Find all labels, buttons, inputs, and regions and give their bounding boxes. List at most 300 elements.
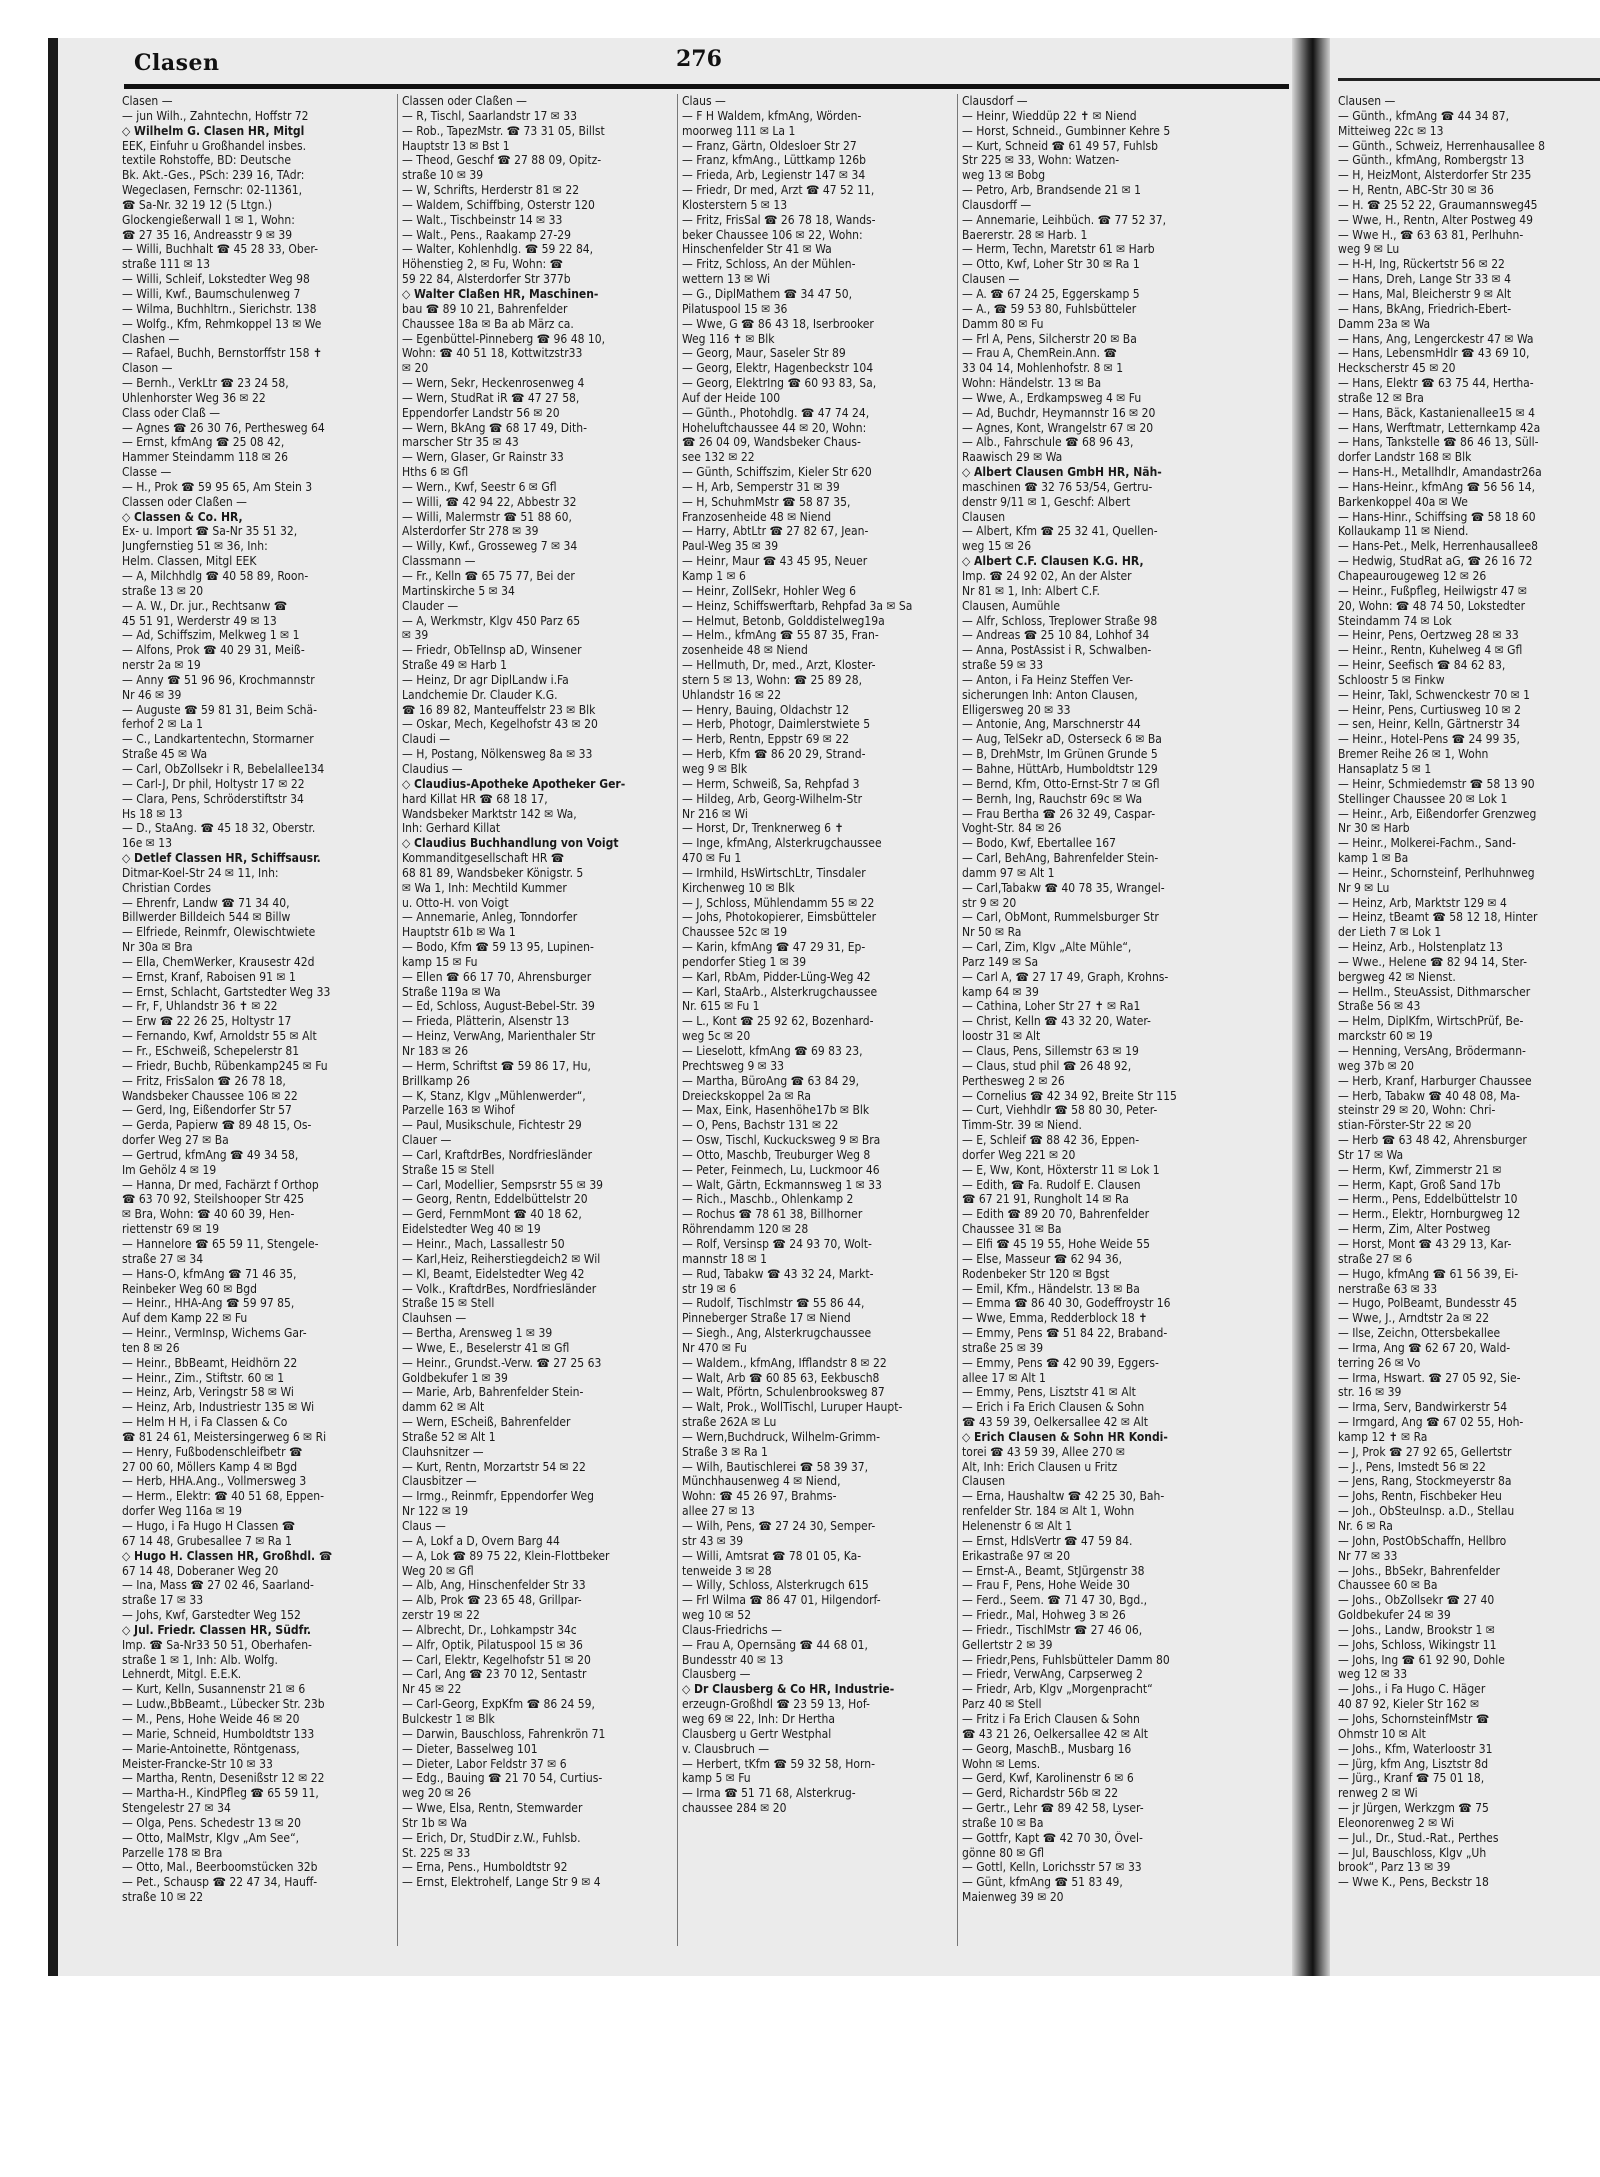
directory-entry: — Herb, Tabakw ☎ 40 48 08, Ma- bbox=[1338, 1088, 1520, 1103]
directory-entry: weg 15 ✉ 26 bbox=[962, 539, 1032, 554]
directory-entry: — Theod, Geschf ☎ 27 88 09, Opitz- bbox=[402, 153, 602, 168]
directory-entry: — Kurt, Schneid ☎ 61 49 57, Fuhlsb bbox=[962, 138, 1158, 153]
directory-entry: Franzosenheide 48 ✉ Niend bbox=[682, 509, 832, 524]
directory-entry: — Bodo, Kfm ☎ 59 13 95, Lupinen- bbox=[402, 940, 594, 955]
directory-entry: Im Gehölz 4 ✉ 19 bbox=[122, 1162, 217, 1177]
directory-entry: — Anton, i Fa Heinz Steffen Ver- bbox=[962, 672, 1134, 687]
directory-entry: — Willi, ☎ 42 94 22, Abbestr 32 bbox=[402, 494, 577, 509]
directory-entry: — Hugo, PolBeamt, Bundesstr 45 bbox=[1338, 1296, 1518, 1311]
directory-entry: — Elfriede, Reinmfr, Olewischtwiete bbox=[122, 925, 316, 940]
directory-entry: str. 16 ✉ 39 bbox=[1338, 1385, 1402, 1400]
directory-entry: — Wwe, H., Rentn, Alter Postweg 49 bbox=[1338, 212, 1533, 227]
directory-entry: Paul-Weg 35 ✉ 39 bbox=[682, 539, 779, 554]
directory-entry: — A, Milchhdlg ☎ 40 58 89, Roon- bbox=[122, 569, 309, 583]
directory-entry: Clausen bbox=[962, 509, 1006, 524]
directory-entry: — Karl, RbAm, Pidder-Lüng-Weg 42 bbox=[682, 969, 871, 984]
directory-entry: Nr 216 ✉ Wi bbox=[682, 806, 748, 821]
directory-entry: 27 00 60, Möllers Kamp 4 ✉ Bgd bbox=[122, 1459, 298, 1474]
directory-entry: str 9 ✉ 20 bbox=[962, 895, 1017, 910]
directory-entry: Clausen — bbox=[962, 272, 1020, 287]
directory-entry: — Hans, Ang, Lengerckestr 47 ✉ Wa bbox=[1338, 331, 1534, 346]
directory-entry: Landchemie Dr. Clauder K.G. bbox=[402, 687, 558, 702]
directory-entry: — Georg, Elektr, Hagenbeckstr 104 bbox=[682, 361, 874, 376]
directory-entry: — Walt, Gärtn, Eckmannsweg 1 ✉ 33 bbox=[682, 1177, 882, 1192]
directory-entry: Straße 49 ✉ Harb 1 bbox=[402, 658, 507, 673]
directory-entry: Straße 119a ✉ Wa bbox=[402, 984, 501, 999]
directory-entry: Wohn: ☎ 40 51 18, Kottwitzstr33 bbox=[402, 346, 583, 361]
directory-entry: Dreieckskoppel 2a ✉ Ra bbox=[682, 1088, 812, 1103]
directory-entry: Hinschenfelder Str 41 ✉ Wa bbox=[682, 242, 832, 257]
directory-entry: — E, Schleif ☎ 88 42 36, Eppen- bbox=[962, 1133, 1140, 1148]
directory-entry: Straße 45 ✉ Wa bbox=[122, 747, 208, 762]
directory-entry: — Wwe H., ☎ 63 63 81, Perlhuhn- bbox=[1338, 227, 1524, 242]
directory-entry: — Herb, Kranf, Harburger Chaussee bbox=[1338, 1073, 1532, 1088]
directory-entry: 20, Wohn: ☎ 48 74 50, Lokstedter bbox=[1338, 598, 1526, 613]
directory-entry: — Albert, Kfm ☎ 25 32 41, Quellen- bbox=[962, 524, 1158, 539]
directory-entry: — Wwe, J., Arndtstr 2a ✉ 22 bbox=[1338, 1311, 1490, 1326]
directory-entry: weg 9 ✉ Lu bbox=[1338, 242, 1400, 257]
directory-entry: — Gerd, Richardstr 56b ✉ 22 bbox=[962, 1786, 1119, 1801]
directory-entry: — Gerda, Papierw ☎ 89 48 15, Os- bbox=[122, 1118, 312, 1133]
directory-entry: — Heinz, Arb, Marktstr 129 ✉ 4 bbox=[1338, 895, 1507, 910]
directory-entry: — Günth., kfmAng, Rombergstr 13 bbox=[1338, 153, 1525, 168]
directory-entry: Helm. Classen, Mitgl EEK bbox=[122, 554, 257, 569]
directory-entry: — Georg, MaschB., Musbarg 16 bbox=[962, 1741, 1132, 1756]
directory-entry: — Oskar, Mech, Kegelhofstr 43 ✉ 20 bbox=[402, 717, 598, 732]
directory-entry: — Heinr., BbBeamt, Heidhörn 22 bbox=[122, 1355, 298, 1370]
directory-entry: — Wern, StudRat iR ☎ 47 27 58, bbox=[402, 390, 580, 405]
directory-entry: — Walt., Tischbeinstr 14 ✉ 33 bbox=[402, 212, 563, 227]
directory-entry: Nr 30 ✉ Harb bbox=[1338, 821, 1410, 836]
directory-entry: Wohn: ☎ 45 26 97, Brahms- bbox=[682, 1489, 837, 1504]
directory-entry: loostr 31 ✉ Alt bbox=[962, 1029, 1041, 1044]
directory-entry: — B, DrehMstr, Im Grünen Grunde 5 bbox=[962, 747, 1158, 762]
directory-entry: Hansaplatz 5 ✉ 1 bbox=[1338, 761, 1432, 776]
directory-entry: Wandsbeker Marktstr 142 ✉ Wa, bbox=[402, 806, 577, 821]
directory-entry: — Bernd, Kfm, Otto-Ernst-Str 7 ✉ Gfl bbox=[962, 776, 1160, 791]
directory-entry: — Heinz, Arb., Holstenplatz 13 bbox=[1338, 940, 1503, 955]
directory-entry: — Ad, Schiffszim, Melkweg 1 ✉ 1 bbox=[122, 628, 300, 643]
directory-entry: str 43 ✉ 39 bbox=[682, 1533, 744, 1548]
directory-entry: Str 17 ✉ Wa bbox=[1338, 1147, 1404, 1162]
directory-entry: der Lieth 7 ✉ Lok 1 bbox=[1338, 925, 1442, 940]
directory-entry: — Jul., Dr., Stud.-Rat., Perthes bbox=[1338, 1830, 1499, 1845]
directory-entry: — Heinr, Seefisch ☎ 84 62 83, bbox=[1338, 658, 1506, 673]
directory-entry: — Bertha, Arensweg 1 ✉ 39 bbox=[402, 1326, 553, 1341]
directory-entry: — Aug, TelSekr aD, Osterseck 6 ✉ Ba bbox=[962, 732, 1162, 747]
directory-entry: — Johs, Schloss, Wikingstr 11 bbox=[1338, 1637, 1497, 1652]
directory-entry: moorweg 111 ✉ La 1 bbox=[682, 123, 796, 138]
directory-entry: — Friedr, Dr med, Arzt ☎ 47 52 11, bbox=[682, 183, 875, 198]
directory-entry: — Harry, AbtLtr ☎ 27 82 67, Jean- bbox=[682, 524, 869, 539]
directory-entry: dorfer Weg 221 ✉ 20 bbox=[962, 1147, 1076, 1162]
directory-entry: — Marie-Antoinette, Röntgenass, bbox=[122, 1741, 300, 1756]
directory-entry: — Friedr., TischlMstr ☎ 27 46 06, bbox=[962, 1622, 1143, 1637]
directory-entry: Classe — bbox=[122, 465, 172, 480]
directory-entry: — Marie, Arb, Bahrenfelder Stein- bbox=[402, 1385, 584, 1400]
directory-entry: Helenenstr 6 ✉ Alt 1 bbox=[962, 1519, 1073, 1533]
directory-entry: — Franz, Gärtn, Oldesloer Str 27 bbox=[682, 138, 857, 153]
directory-entry: — Walt, Pförtn, Schulenbrooksweg 87 bbox=[682, 1385, 885, 1400]
directory-entry: — Agnes, Kont, Wrangelstr 67 ✉ 20 bbox=[962, 420, 1154, 435]
directory-entry: — Frl Wilma ☎ 86 47 01, Hilgendorf- bbox=[682, 1593, 881, 1608]
directory-entry: pendorfer Stieg 1 ✉ 39 bbox=[682, 954, 807, 969]
directory-entry: brook“, Parz 13 ✉ 39 bbox=[1338, 1860, 1451, 1875]
directory-entry: Billwerder Billdeich 544 ✉ Billw bbox=[122, 910, 291, 925]
directory-entry: — Frau F, Pens, Hohe Weide 30 bbox=[962, 1578, 1130, 1593]
directory-entry: — L., Kont ☎ 25 92 62, Bozenhard- bbox=[682, 1014, 874, 1029]
directory-entry: — Erna, Pens., Humboldtstr 92 bbox=[402, 1860, 568, 1875]
directory-entry: Claus — bbox=[682, 94, 726, 108]
directory-entry: Hauptstr 61b ✉ Wa 1 bbox=[402, 925, 516, 940]
directory-entry: — Herm., Pens, Eddelbüttelstr 10 bbox=[1338, 1192, 1518, 1207]
directory-entry: — Johs., BbSekr, Bahrenfelder bbox=[1338, 1563, 1500, 1578]
directory-entry: — Carl, ObZollsekr i R, Bebelallee134 bbox=[122, 761, 325, 776]
directory-entry: — Anny ☎ 51 96 96, Krochmannstr bbox=[122, 672, 315, 687]
directory-entry: — Irmgard, Ang ☎ 67 02 55, Hoh- bbox=[1338, 1415, 1524, 1430]
directory-entry: Christian Cordes bbox=[122, 880, 212, 895]
directory-entry: Class oder Claß — bbox=[122, 405, 220, 420]
directory-entry: straße 12 ✉ Bra bbox=[1338, 390, 1424, 405]
directory-entry: ◇ Wilhelm G. Clasen HR, Mitgl bbox=[122, 123, 305, 138]
directory-entry: — Clara, Pens, Schröderstiftstr 34 bbox=[122, 791, 304, 806]
directory-entry: nerstraße 63 ✉ 33 bbox=[1338, 1281, 1438, 1296]
directory-entry: ✉ 39 bbox=[402, 628, 429, 643]
directory-entry: terring 26 ✉ Vo bbox=[1338, 1355, 1421, 1370]
directory-entry: — Frau A, ChemRein.Ann. ☎ bbox=[962, 346, 1117, 361]
directory-entry: Nr 77 ✉ 33 bbox=[1338, 1548, 1398, 1563]
directory-entry: — Wern,Buchdruck, Wilhelm-Grimm- bbox=[682, 1429, 881, 1444]
directory-entry: Ditmar-Koel-Str 24 ✉ 11, Inh: bbox=[122, 865, 279, 880]
directory-entry: — Emmy, Pens ☎ 42 90 39, Eggers- bbox=[962, 1355, 1159, 1370]
directory-entry: — Irma, Serv, Bandwirkerstr 54 bbox=[1338, 1400, 1508, 1415]
directory-column-3 bbox=[682, 94, 954, 1946]
directory-entry: — Horst, Schneid., Gumbinner Kehre 5 bbox=[962, 123, 1171, 138]
directory-entry: — Dieter, Basselweg 101 bbox=[402, 1741, 538, 1756]
directory-entry: — Helm H H, i Fa Classen & Co bbox=[122, 1415, 288, 1430]
directory-entry: — Hans-O, kfmAng ☎ 71 46 35, bbox=[122, 1266, 297, 1281]
directory-entry: — Heinr., Grundst.-Verw. ☎ 27 25 63 bbox=[402, 1355, 602, 1370]
directory-entry: Münchhausenweg 4 ✉ Niend, bbox=[682, 1474, 841, 1489]
directory-entry: Claudius — bbox=[402, 761, 463, 776]
directory-entry: — Ernst, HdlsVertr ☎ 47 59 84. bbox=[962, 1533, 1133, 1548]
directory-entry: — Carl, BehAng, Bahrenfelder Stein- bbox=[962, 851, 1159, 866]
directory-entry: — Ludw.,BbBeamt., Lübecker Str. 23b bbox=[122, 1697, 325, 1712]
directory-entry: Str 1b ✉ Wa bbox=[402, 1815, 468, 1830]
directory-entry: — Fr., Kelln ☎ 65 75 77, Bei der bbox=[402, 569, 575, 583]
directory-entry: — Martha-H., KindPfleg ☎ 65 59 11, bbox=[122, 1786, 319, 1801]
directory-entry: — Osw, Tischl, Kuckucksweg 9 ✉ Bra bbox=[682, 1133, 881, 1148]
directory-entry: Imp. ☎ Sa-Nr33 50 51, Oberhafen- bbox=[122, 1637, 312, 1652]
directory-entry: dorfer Weg 116a ✉ 19 bbox=[122, 1504, 242, 1519]
directory-entry: straße 13 ✉ 20 bbox=[122, 583, 204, 598]
directory-entry: nerstr 2a ✉ 19 bbox=[122, 658, 201, 673]
directory-entry: — Gerd, FernmMont ☎ 40 18 62, bbox=[402, 1207, 582, 1222]
directory-entry: Nr 9 ✉ Lu bbox=[1338, 880, 1390, 895]
directory-entry: weg 13 ✉ Bobg bbox=[962, 168, 1046, 183]
directory-entry: ◇ Detlef Classen HR, Schiffsausr. bbox=[122, 851, 321, 866]
directory-entry: ☎ 16 89 82, Manteuffelstr 23 ✉ Blk bbox=[402, 702, 596, 717]
directory-entry: — Hans-Pet., Melk, Herrenhausallee8 bbox=[1338, 539, 1538, 554]
directory-entry: — Gerd, Ing, Eißendorfer Str 57 bbox=[122, 1103, 292, 1118]
directory-entry: Timm-Str. 39 ✉ Niend. bbox=[962, 1118, 1082, 1133]
directory-entry: — Bernh, Ing, Rauchstr 69c ✉ Wa bbox=[962, 791, 1143, 806]
directory-entry: Auf der Heide 100 bbox=[682, 390, 781, 405]
directory-entry: — Max, Eink, Hasenhöhe17b ✉ Blk bbox=[682, 1103, 870, 1118]
directory-entry: Auf dem Kamp 22 ✉ Fu bbox=[122, 1311, 248, 1326]
directory-entry: — jr Jürgen, Werkzgm ☎ 75 bbox=[1338, 1801, 1489, 1816]
directory-entry: — Emmy, Pens ☎ 51 84 22, Braband- bbox=[962, 1326, 1168, 1341]
directory-entry: — Alb, Ang, Hinschenfelder Str 33 bbox=[402, 1578, 586, 1593]
directory-entry: — Hans, BkAng, Friedrich-Ebert- bbox=[1338, 301, 1512, 316]
directory-entry: — Antonie, Ang, Marschnerstr 44 bbox=[962, 717, 1141, 732]
directory-entry: Clausen — bbox=[1338, 94, 1396, 108]
directory-entry: — Rich., Maschb., Ohlenkamp 2 bbox=[682, 1192, 854, 1207]
next-page-top-rule bbox=[1338, 78, 1600, 81]
directory-entry: — Carl, Zim, Klgv „Alte Mühle“, bbox=[962, 940, 1132, 955]
directory-entry: — E, Ww, Kont, Höxterstr 11 ✉ Lok 1 bbox=[962, 1162, 1160, 1177]
directory-entry: ☎ 43 21 26, Oelkersallee 42 ✉ Alt bbox=[962, 1726, 1149, 1741]
directory-entry: — Irmg., Reinmfr, Eppendorfer Weg bbox=[402, 1489, 595, 1504]
directory-entry: — J., Pens, Imstedt 56 ✉ 22 bbox=[1338, 1459, 1486, 1474]
directory-entry: mannstr 18 ✉ 1 bbox=[682, 1251, 768, 1266]
scan-edge bbox=[48, 38, 58, 1976]
directory-entry: — Kl, Beamt, Eidelstedter Weg 42 bbox=[402, 1266, 585, 1281]
directory-entry: — Hildeg, Arb, Georg-Wilhelm-Str bbox=[682, 791, 863, 806]
directory-entry: — Bernh., VerkLtr ☎ 23 24 58, bbox=[122, 376, 289, 391]
directory-entry: — Ernst, Schlacht, Gartstedter Weg 33 bbox=[122, 984, 331, 999]
directory-entry: — M., Pens, Hohe Weide 46 ✉ 20 bbox=[122, 1711, 300, 1726]
directory-entry: Clausbitzer — bbox=[402, 1474, 477, 1489]
directory-entry: — Gertrud, kfmAng ☎ 49 34 58, bbox=[122, 1147, 299, 1162]
directory-entry: — Heinz, Schiffswerftarb, Rehpfad 3a ✉ Sa bbox=[682, 598, 913, 613]
directory-entry: — sen, Heinr, Kelln, Gärtnerstr 34 bbox=[1338, 717, 1520, 732]
directory-entry: Claudi — bbox=[402, 732, 451, 747]
column-divider bbox=[957, 94, 958, 1946]
directory-entry: — Edith ☎ 89 20 70, Bahrenfelder bbox=[962, 1207, 1150, 1222]
directory-entry: ◇ Jul. Friedr. Classen HR, Südfr. bbox=[122, 1622, 312, 1637]
directory-entry: — Martha, Rentn, Desenißstr 12 ✉ 22 bbox=[122, 1771, 325, 1786]
directory-entry: zerstr 19 ✉ 22 bbox=[402, 1608, 480, 1623]
directory-entry: torei ☎ 43 59 39, Allee 270 ✉ bbox=[962, 1444, 1126, 1459]
directory-entry: — Joh., ObSteuInsp. a.D., Stellau bbox=[1338, 1504, 1515, 1519]
directory-entry: — Ernst, Kranf, Raboisen 91 ✉ 1 bbox=[122, 969, 296, 984]
directory-entry: — Herbert, tKfm ☎ 59 32 58, Horn- bbox=[682, 1756, 875, 1771]
directory-entry: — Otto, Maschb, Treuburger Weg 8 bbox=[682, 1147, 871, 1162]
directory-entry: — Hans-Heinr., kfmAng ☎ 56 56 14, bbox=[1338, 479, 1535, 494]
directory-entry: — Heinr., Rentn, Kuhelweg 4 ✉ Gfl bbox=[1338, 643, 1523, 658]
directory-entry: — Rud, Tabakw ☎ 43 32 24, Markt- bbox=[682, 1266, 874, 1281]
directory-entry: — Herb, Photogr, Daimlerstwiete 5 bbox=[682, 717, 871, 732]
directory-entry: — Paul, Musikschule, Fichtestr 29 bbox=[402, 1118, 582, 1133]
directory-entry: Heckscherstr 45 ✉ 20 bbox=[1338, 361, 1456, 376]
directory-entry: — J, Schloss, Mühlendamm 55 ✉ 22 bbox=[682, 895, 875, 910]
directory-entry: — Heinz, tBeamt ☎ 58 12 18, Hinter bbox=[1338, 910, 1538, 925]
directory-entry: Chaussee 52c ✉ 19 bbox=[682, 925, 788, 940]
directory-entry: Damm 80 ✉ Fu bbox=[962, 316, 1044, 331]
directory-entry: Clausberg — bbox=[682, 1667, 751, 1682]
directory-entry: bergweg 42 ✉ Nienst. bbox=[1338, 969, 1456, 984]
directory-entry: Pilatuspool 15 ✉ 36 bbox=[682, 301, 788, 316]
directory-entry: — Irma, Ang ☎ 62 67 20, Wald- bbox=[1338, 1340, 1511, 1355]
directory-entry: — Frau Bertha ☎ 26 32 49, Caspar- bbox=[962, 806, 1156, 821]
directory-entry: maschinen ☎ 32 76 53/54, Gertru- bbox=[962, 479, 1153, 494]
directory-entry: textile Rohstoffe, BD: Deutsche bbox=[122, 153, 292, 168]
directory-entry: — Wwe, Elsa, Rentn, Stemwarder bbox=[402, 1801, 583, 1816]
directory-entry: — Herm, Schriftst ☎ 59 86 17, Hu, bbox=[402, 1058, 591, 1073]
directory-entry: — Gertr., Lehr ☎ 89 42 58, Lyser- bbox=[962, 1801, 1144, 1816]
directory-entry: — Horst, Mont ☎ 43 29 13, Kar- bbox=[1338, 1236, 1512, 1251]
directory-entry: — Albrecht, Dr., Lohkampstr 34c bbox=[402, 1622, 577, 1637]
directory-entry: — Wern, Sekr, Heckenrosenweg 4 bbox=[402, 376, 585, 391]
directory-entry: chaussee 284 ✉ 20 bbox=[682, 1801, 787, 1816]
directory-entry: — C., Landkartentechn, Stormarner bbox=[122, 732, 314, 747]
directory-entry: Weg 116 ✝ ✉ Blk bbox=[682, 331, 775, 346]
directory-entry: — A. W., Dr. jur., Rechtsanw ☎ bbox=[122, 598, 288, 613]
directory-entry: Klosterstern 5 ✉ 13 bbox=[682, 197, 788, 212]
directory-entry: weg 12 ✉ 33 bbox=[1338, 1667, 1408, 1682]
directory-entry: Alt, Inh: Erich Clausen u Fritz bbox=[962, 1459, 1118, 1474]
directory-entry: — H, HeizMont, Alsterdorfer Str 235 bbox=[1338, 168, 1532, 183]
directory-entry: — Bahne, HüttArb, Humboldtstr 129 bbox=[962, 761, 1158, 776]
directory-entry: — Rochus ☎ 78 61 38, Billhorner bbox=[682, 1207, 863, 1222]
directory-entry: ✉ Wa 1, Inh: Mechtild Kummer bbox=[402, 880, 567, 895]
directory-entry: Eidelstedter Weg 40 ✉ 19 bbox=[402, 1222, 541, 1237]
directory-entry: Steindamm 74 ✉ Lok bbox=[1338, 613, 1452, 628]
directory-entry: weg 9 ✉ Blk bbox=[682, 761, 748, 776]
directory-entry: — Inge, kfmAng, Alsterkrugchaussee bbox=[682, 836, 882, 851]
directory-entry: — H., Prok ☎ 59 95 65, Am Stein 3 bbox=[122, 479, 313, 494]
directory-entry: ☎ 26 04 09, Wandsbeker Chaus- bbox=[682, 435, 861, 450]
directory-entry: — Waldem, Schiffbing, Osterstr 120 bbox=[402, 197, 595, 212]
directory-entry: Parz 149 ✉ Sa bbox=[962, 954, 1039, 969]
directory-entry: — Johs, SchornsteinfMstr ☎ bbox=[1338, 1711, 1490, 1726]
directory-entry: Parzelle 178 ✉ Bra bbox=[122, 1845, 223, 1860]
directory-entry: — Johs., Landw, Brookstr 1 ✉ bbox=[1338, 1622, 1495, 1637]
directory-entry: — Erich, Dr, StudDir z.W., Fuhlsb. bbox=[402, 1830, 581, 1845]
directory-entry: tenweide 3 ✉ 28 bbox=[682, 1563, 772, 1578]
directory-entry: renfelder Str. 184 ✉ Alt 1, Wohn bbox=[962, 1504, 1135, 1519]
directory-entry: — Georg, ElektrIng ☎ 60 93 83, Sa, bbox=[682, 376, 877, 391]
directory-entry: Meister-Francke-Str 10 ✉ 33 bbox=[122, 1756, 273, 1771]
directory-entry: — Heinz, Arb, Industriestr 135 ✉ Wi bbox=[122, 1400, 315, 1415]
directory-entry: Eleonorenweg 2 ✉ Wi bbox=[1338, 1815, 1455, 1830]
directory-entry: Röhrendamm 120 ✉ 28 bbox=[682, 1222, 809, 1237]
directory-entry: — Fr, F, Uhlandstr 36 ✝ ✉ 22 bbox=[122, 999, 278, 1014]
directory-entry: Elligersweg 20 ✉ 33 bbox=[962, 702, 1071, 717]
directory-entry: — Ernst-A., Beamt, StJürgenstr 38 bbox=[962, 1563, 1145, 1578]
directory-entry: — Curt, Viehhdlr ☎ 58 80 30, Peter- bbox=[962, 1103, 1158, 1118]
directory-entry: — O, Pens, Bachstr 131 ✉ 22 bbox=[682, 1118, 839, 1133]
directory-entry: — Ernst, Elektrohelf, Lange Str 9 ✉ 4 bbox=[402, 1875, 601, 1890]
directory-entry: — Heinr, Takl, Schwenckestr 70 ✉ 1 bbox=[1338, 687, 1531, 702]
directory-entry: stern 5 ✉ 13, Wohn: ☎ 25 89 28, bbox=[682, 672, 863, 687]
directory-entry: Str 225 ✉ 33, Wohn: Watzen- bbox=[962, 153, 1120, 168]
directory-entry: straße 17 ✉ 33 bbox=[122, 1593, 204, 1608]
directory-entry: ☎ Sa-Nr. 32 19 12 (5 Ltgn.) bbox=[122, 197, 273, 212]
directory-entry: straße 25 ✉ 39 bbox=[962, 1340, 1044, 1355]
directory-entry: Wandsbeker Chaussee 106 ✉ 22 bbox=[122, 1088, 298, 1103]
directory-entry: Mitteiweg 22c ✉ 13 bbox=[1338, 123, 1444, 138]
directory-entry: — Wwe, Emma, Redderblock 18 ✝ bbox=[962, 1311, 1148, 1326]
directory-entry: — Hans-Hinr., Schiffsing ☎ 58 18 60 bbox=[1338, 509, 1536, 524]
directory-entry: — Agnes ☎ 26 30 76, Perthesweg 64 bbox=[122, 420, 325, 435]
directory-entry: — Carl, Ang ☎ 23 70 12, Sentastr bbox=[402, 1667, 587, 1682]
directory-entry: — Franz, kfmAng., Lüttkamp 126b bbox=[682, 153, 866, 168]
directory-entry: — Friedr,Pens, Fuhlsbütteler Damm 80 bbox=[962, 1652, 1170, 1667]
directory-entry: Kollaukamp 11 ✉ Niend. bbox=[1338, 524, 1469, 539]
directory-entry: — Kurt, Rentn, Morzartstr 54 ✉ 22 bbox=[402, 1459, 586, 1474]
directory-entry: — Erw ☎ 22 26 25, Holtystr 17 bbox=[122, 1014, 292, 1029]
directory-entry: — Alb., Fahrschule ☎ 68 96 43, bbox=[962, 435, 1134, 450]
directory-entry: — K, Stanz, Klgv „Mühlenwerder“, bbox=[402, 1088, 586, 1103]
directory-entry: Clauhsen — bbox=[402, 1311, 467, 1326]
directory-entry: gönne 80 ✉ Gfl bbox=[962, 1845, 1045, 1860]
directory-entry: — Ellen ☎ 66 17 70, Ahrensburger bbox=[402, 969, 592, 984]
directory-entry: zosenheide 48 ✉ Niend bbox=[682, 643, 808, 658]
directory-entry: — Claus, stud phil ☎ 26 48 92, bbox=[962, 1058, 1132, 1073]
directory-entry: straße 10 ✉ 22 bbox=[122, 1890, 204, 1905]
directory-entry: — Willi, Kwf., Baumschulenweg 7 bbox=[122, 286, 301, 301]
directory-entry: ◇ Albert Clausen GmbH HR, Näh- bbox=[962, 465, 1162, 480]
directory-entry: — Willi, Malermstr ☎ 51 88 60, bbox=[402, 509, 572, 524]
directory-entry: — Wwe., Helene ☎ 82 94 14, Ster- bbox=[1338, 954, 1528, 969]
directory-entry: — Willy, Schloss, Alsterkrugch 615 bbox=[682, 1578, 869, 1593]
directory-entry: dorfer Landstr 168 ✉ Blk bbox=[1338, 450, 1472, 465]
directory-entry: Bulckestr 1 ✉ Blk bbox=[402, 1711, 495, 1726]
directory-entry: weg 10 ✉ 52 bbox=[682, 1608, 752, 1623]
directory-entry: — Herb, Rentn, Eppstr 69 ✉ 22 bbox=[682, 732, 850, 747]
directory-entry: Clason — bbox=[122, 361, 173, 376]
directory-entry: — Johs, Kwf, Garstedter Weg 152 bbox=[122, 1608, 301, 1623]
directory-entry: ◇ Erich Clausen & Sohn HR Kondi- bbox=[962, 1429, 1168, 1444]
directory-entry: — Ilse, Zeichn, Ottersbekallee bbox=[1338, 1326, 1501, 1341]
directory-entry: Maienweg 39 ✉ 20 bbox=[962, 1890, 1064, 1905]
directory-entry: — Hans, Elektr ☎ 63 75 44, Hertha- bbox=[1338, 376, 1534, 391]
directory-entry: — Waldem., kfmAng, Ifflandstr 8 ✉ 22 bbox=[682, 1355, 887, 1370]
directory-entry: — Cathina, Loher Str 27 ✝ ✉ Ra1 bbox=[962, 999, 1141, 1014]
directory-entry: Schloostr 5 ✉ Finkw bbox=[1338, 672, 1445, 687]
directory-entry: — Martha, BüroAng ☎ 63 84 29, bbox=[682, 1073, 860, 1088]
directory-entry: — Pet., Schausp ☎ 22 47 34, Hauff- bbox=[122, 1875, 318, 1890]
page-number: 276 bbox=[676, 46, 722, 72]
directory-entry: — jun Wilh., Zahntechn, Hoffstr 72 bbox=[122, 108, 309, 123]
directory-entry: Straße 52 ✉ Alt 1 bbox=[402, 1429, 496, 1444]
scanned-page bbox=[48, 38, 1600, 1976]
directory-entry: straße 10 ✉ Ba bbox=[962, 1815, 1044, 1830]
directory-entry: ☎ 43 59 39, Oelkersallee 42 ✉ Alt bbox=[962, 1415, 1149, 1430]
directory-entry: — Kurt, Kelln, Susannenstr 21 ✉ 6 bbox=[122, 1682, 306, 1697]
directory-entry: u. Otto-H. von Voigt bbox=[402, 895, 509, 910]
directory-entry: — Frau A, Opernsäng ☎ 44 68 01, bbox=[682, 1637, 868, 1652]
directory-entry: — Friedr, Buchb, Rübenkamp245 ✉ Fu bbox=[122, 1058, 328, 1073]
directory-entry: — W, Schrifts, Herderstr 81 ✉ 22 bbox=[402, 183, 580, 198]
directory-entry: v. Clausbruch — bbox=[682, 1741, 770, 1756]
directory-entry: — Herm., Elektr, Hornburgweg 12 bbox=[1338, 1207, 1521, 1222]
directory-entry: Nr. 6 ✉ Ra bbox=[1338, 1519, 1393, 1533]
directory-entry: ferhof 2 ✉ La 1 bbox=[122, 717, 204, 732]
directory-entry: Prechtsweg 9 ✉ 33 bbox=[682, 1058, 785, 1073]
directory-entry: Stellinger Chaussee 20 ✉ Lok 1 bbox=[1338, 791, 1508, 806]
directory-entry: — A, Lokf a D, Overn Barg 44 bbox=[402, 1533, 560, 1548]
directory-entry: Classen oder Claßen — bbox=[122, 494, 247, 509]
directory-entry: Bk. Akt.-Ges., PSch: 239 16, TAdr: bbox=[122, 168, 305, 183]
directory-entry: Uhlenhorster Weg 36 ✉ 22 bbox=[122, 390, 266, 405]
directory-entry: Gellertstr 2 ✉ 39 bbox=[962, 1637, 1053, 1652]
directory-entry: — Hugo, i Fa Hugo H Classen ☎ bbox=[122, 1519, 296, 1533]
directory-entry: — Gottfr, Kapt ☎ 42 70 30, Övel- bbox=[962, 1830, 1143, 1845]
directory-entry: marscher Str 35 ✉ 43 bbox=[402, 435, 519, 450]
